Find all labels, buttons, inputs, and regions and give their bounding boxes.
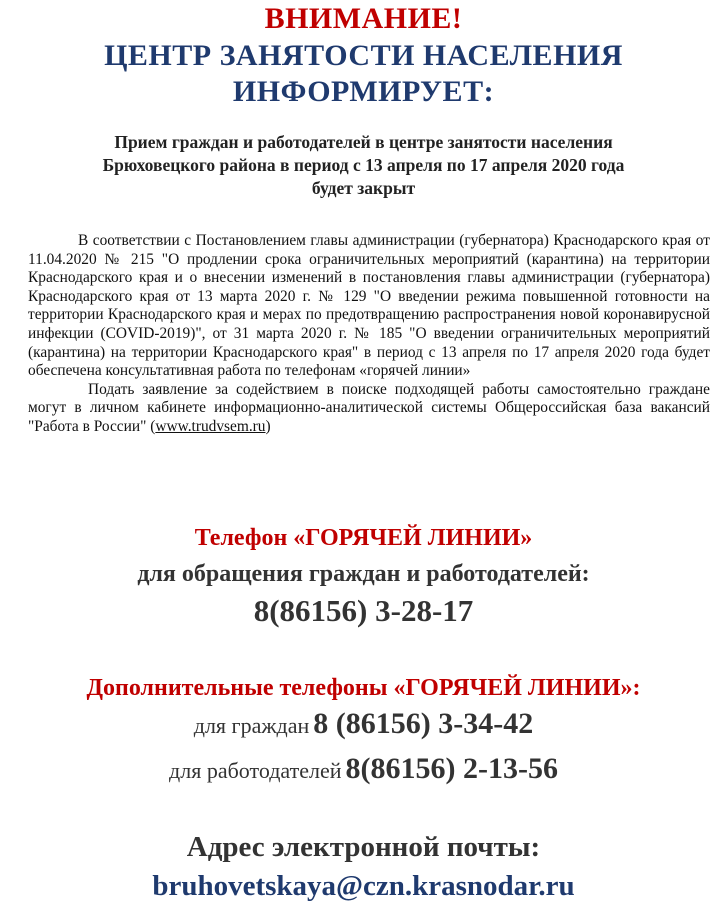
additional-phones-title: Дополнительные телефоны «ГОРЯЧЕЙ ЛИНИИ»:	[86, 675, 641, 701]
employers-phone-row	[0, 752, 727, 791]
email-title: Адрес электронной почты:	[186, 831, 541, 863]
center-heading-line1: ЦЕНТР ЗАНЯТОСТИ НАСЕЛЕНИЯ	[104, 39, 623, 72]
hotline-subtitle: для обращения граждан и работодателей:	[137, 561, 590, 587]
employers-label: для работодателей	[169, 758, 342, 783]
center-heading-line2: ИНФОРМИРУЕТ:	[232, 75, 495, 108]
citizens-phone-row	[0, 707, 727, 746]
body-text	[28, 232, 710, 437]
trudvsem-link[interactable]: www.trudvsem.ru	[155, 417, 266, 435]
body-paragraph-2-text: Подать заявление за содействием в поиске подходящей работы самостоятельно граждане могут в личном кабинете информационно-аналитической системы Общероссийская база вакансий "Работа в России" (	[28, 380, 710, 435]
hotline-title: Телефон «ГОРЯЧЕЙ ЛИНИИ»	[194, 525, 533, 551]
closure-notice-line1: Прием граждан и работодателей в центре занятости населения	[114, 132, 613, 152]
employers-phone: 8(86156) 2-13-56	[345, 752, 558, 785]
body-paragraph-2	[28, 381, 710, 437]
hotline-phone: 8(86156) 3-28-17	[253, 593, 474, 628]
closure-notice	[40, 131, 687, 200]
attention-heading: ВНИМАНИЕ!	[264, 2, 463, 35]
body-paragraph-1: В соответствии с Постановлением главы администрации (губернатора) Краснодарского края от 11.04.2020 № 215 "О продлении срока ограничительных мероприятий (карантина) на территории Краснодарского края и о внесении изменений в постановления главы администрации (губернатора) Краснодарского края от 13 марта 2020 г. № 129 "О введении режима повышенной готовности на территории Краснодарского края и мерах по предотвращению распространения новой коронавирусной инфекции (COVID-2019)", от 31 марта 2020 г. № 185 "О введении ограничительных мероприятий (карантина) на территории Краснодарского края" в период с 13 апреля по 17 апреля 2020 года будет обеспечена консультативная работа по телефонам «горячей линии»	[28, 232, 710, 380]
citizens-label: для граждан	[193, 713, 310, 738]
citizens-phone: 8 (86156) 3-34-42	[313, 707, 534, 740]
email-address[interactable]: bruhovetskaya@czn.krasnodar.ru	[152, 870, 575, 902]
body-paragraph-2-end: )	[265, 417, 271, 435]
closure-notice-line2: Брюховецкого района в период с 13 апреля по 17 апреля 2020 года	[102, 155, 625, 175]
closure-notice-line3: будет закрыт	[311, 178, 416, 198]
